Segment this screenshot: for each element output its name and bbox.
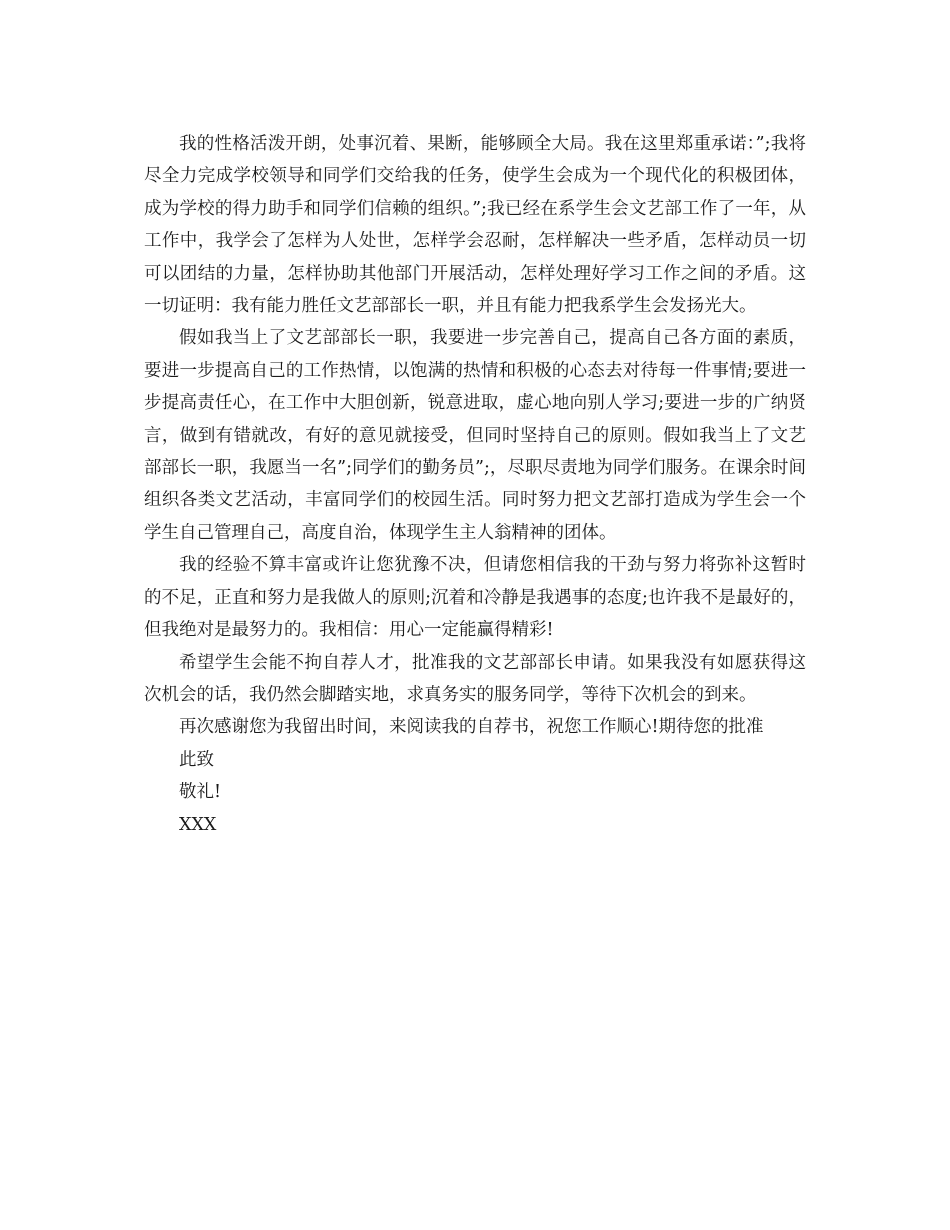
thanks-line: 再次感谢您为我留出时间，来阅读我的自荐书，祝您工作顺心!期待您的批准 [179, 717, 764, 738]
salute-line: 敬礼! [179, 782, 222, 803]
paragraph-plans: 假如我当上了文艺部部长一职，我要进一步完善自己，提高自己各方面的素质，要进一步提高自己的工作热情，以饱满的热情和积极的心态去对待每一件事情;要进一步提高责任心，在工作中大胆创新，锐意进取，虚心地向别人学习;要进一步的广纳贤言，做到有错就改，有好的意见就接受，但同时坚持自己的原则。假如我当上了文艺部部长一职，我愿当一名”;同学们的勤务员”;，尽职尽责地为同学们服务。在课余时间组织各类文艺活动，丰富同学们的校园生活。同时努力把文艺部打造成为学生会一个学生自己管理自己，高度自治，体现学生主人翁精神的团体。 [144, 328, 806, 543]
closing-line: 此致 [179, 749, 214, 770]
paragraph-request: 希望学生会能不拘自荐人才，批准我的文艺部部长申请。如果我没有如愿获得这次机会的话，我仍然会脚踏实地，求真务实的服务同学，等待下次机会的到来。 [144, 652, 806, 705]
signature: XXX [179, 814, 217, 835]
paragraph-experience: 我的经验不算丰富或许让您犹豫不决，但请您相信我的干劲与努力将弥补这暂时的不足，正直和努力是我做人的原则;沉着和冷静是我遇事的态度;也许我不是最好的，但我绝对是最努力的。我相信：用心一定能赢得精彩! [144, 555, 806, 641]
letter-body [144, 128, 806, 841]
paragraph-personality: 我的性格活泼开朗，处事沉着、果断，能够顾全大局。我在这里郑重承诺：”;我将尽全力完成学校领导和同学们交给我的任务，使学生会成为一个现代化的积极团体，成为学校的得力助手和同学们信赖的组织。”;我已经在系学生会文艺部工作了一年，从工作中，我学会了怎样为人处世，怎样学会忍耐，怎样解决一些矛盾，怎样动员一切可以团结的力量，怎样协助其他部门开展活动，怎样处理好学习工作之间的矛盾。这一切证明：我有能力胜任文艺部部长一职，并且有能力把我系学生会发扬光大。 [144, 134, 806, 317]
